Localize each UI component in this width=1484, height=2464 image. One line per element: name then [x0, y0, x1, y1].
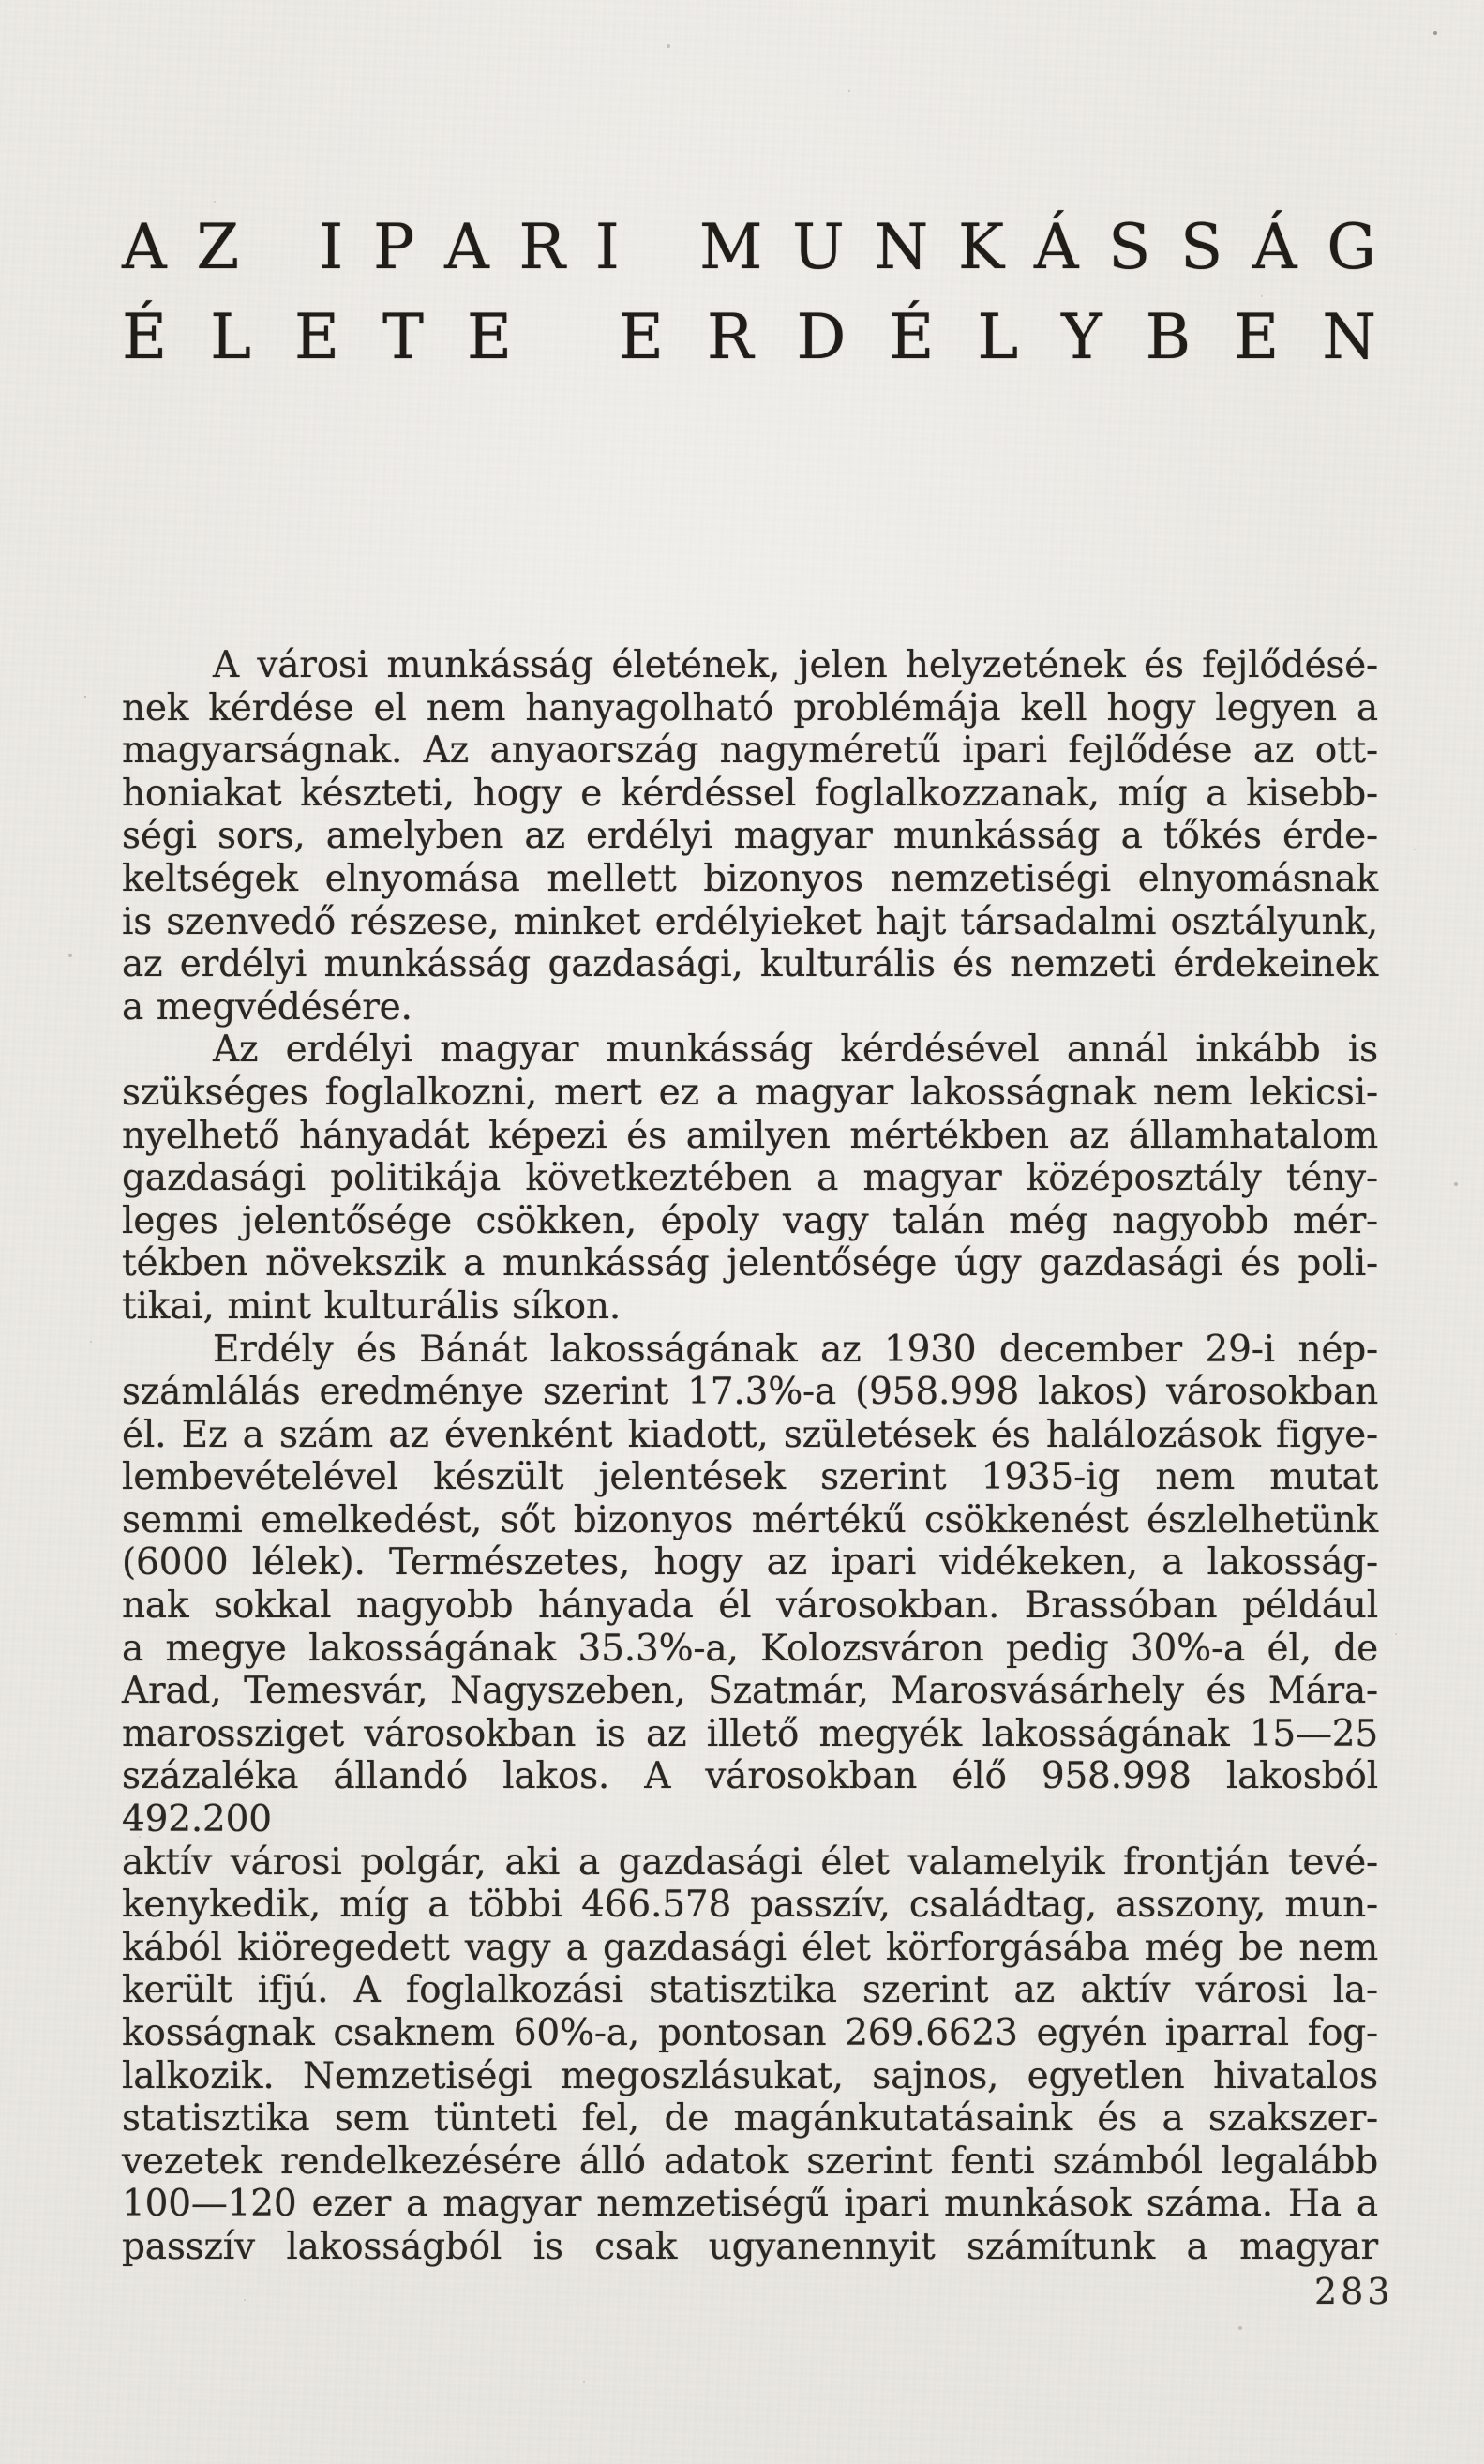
title-letter: N [874, 211, 929, 283]
title-letter: T [382, 301, 424, 373]
text-line: ségi sors, amelyben az erdélyi magyar munkásság a tőkés érde- [122, 815, 1378, 858]
title-letter: P [373, 211, 415, 283]
text-line: nak sokkal nagyobb hányada él városokban. Brassóban például [122, 1585, 1378, 1628]
text-line: statisztika sem tünteti fel, de magánkutatásaink és a szakszer- [122, 2097, 1378, 2141]
text-line: semmi emelkedést, sőt bizonyos mértékű csökkenést észlelhetünk [122, 1498, 1378, 1541]
title-line-1 [122, 203, 1376, 293]
title-letter: M [698, 211, 763, 283]
text-line: lembevételével készült jelentések szerint 1935-ig nem mutat [122, 1456, 1378, 1499]
title-letter: E [618, 301, 664, 373]
title-letter: L [210, 301, 251, 373]
text-line: szükséges foglalkozni, mert ez a magyar lakosságnak nem lekicsi- [122, 1071, 1378, 1114]
title-letter: É [122, 301, 168, 373]
text-line: Az erdélyi magyar munkásság kérdésével annál inkább is [213, 1029, 1378, 1072]
text-line: A városi munkásság életének, jelen helyzetének és fejlődésé- [213, 644, 1378, 686]
title-letter: R [518, 211, 566, 283]
page-title [122, 203, 1376, 383]
title-letter: K [957, 211, 1005, 283]
title-letter: E [1234, 301, 1280, 373]
text-line: Arad, Temesvár, Nagyszeben, Szatmár, Marosvásárhely és Mára- [122, 1670, 1378, 1713]
text-line: nek kérdése el nem hanyagolható problémája kell hogy legyen a [122, 686, 1378, 729]
title-letter: Á [1252, 211, 1297, 283]
title-letter: R [706, 301, 754, 373]
title-letter: I [319, 211, 344, 283]
title-letter: D [796, 301, 847, 373]
paragraph [122, 1029, 1378, 1328]
title-line-2 [122, 293, 1376, 383]
text-line: él. Ez a szám az évenként kiadott, születések és halálozások figye- [122, 1413, 1378, 1456]
page-number: 283 [1314, 2271, 1394, 2312]
text-line: aktív városi polgár, aki a gazdasági élet valamelyik frontján tevé- [122, 1840, 1378, 1884]
text-line: passzív lakosságból is csak ugyanennyit számítunk a magyar [122, 2225, 1378, 2268]
text-line: a megye lakosságának 35.3%-a, Kolozsváron pedig 30%-a él, de [122, 1627, 1378, 1670]
text-line: keltségek elnyomása mellett bizonyos nemzetiségi elnyomásnak [122, 857, 1378, 900]
text-line: Erdély és Bánát lakosságának az 1930 december 29-i nép- [213, 1328, 1378, 1371]
title-letter: S [1108, 211, 1151, 283]
text-line: kenykedik, míg a többi 466.578 passzív, családtag, asszony, mun- [122, 1884, 1378, 1927]
title-letter: A [122, 211, 167, 283]
text-line: vezetek rendelkezésére álló adatok szerint fenti számból legalább [122, 2140, 1378, 2183]
title-letter: N [1322, 301, 1376, 373]
title-letter [650, 203, 670, 293]
title-letter: É [889, 301, 935, 373]
text-line: leges jelentősége csökken, époly vagy talán még nagyobb mér- [122, 1199, 1378, 1242]
text-line: tékben növekszik a munkásság jelentősége úgy gazdasági és poli- [122, 1242, 1378, 1285]
title-letter: I [594, 211, 620, 283]
paragraph [122, 1329, 1378, 2269]
title-letter: Á [1033, 211, 1079, 283]
text-line: számlálás eredménye szerint 17.3%-a (958.998 lakos) városokban [122, 1371, 1378, 1414]
title-letter: L [977, 301, 1019, 373]
text-line: kából kiöregedett vagy a gazdasági élet körforgásába még be nem [122, 1926, 1378, 1969]
article-body [122, 644, 1378, 2269]
title-letter: Y [1061, 301, 1102, 373]
text-line: az erdélyi munkásság gazdasági, kulturális és nemzeti érdekeinek [122, 943, 1378, 986]
paragraph [122, 644, 1378, 1029]
title-letter: U [792, 211, 845, 283]
text-line: marossziget városokban is az illető megyék lakosságának 15—25 [122, 1712, 1378, 1755]
text-line: honiakat készteti, hogy e kérdéssel foglalkozzanak, míg a kisebb- [122, 772, 1378, 815]
title-letter: A [444, 211, 489, 283]
text-line: került ifjú. A foglalkozási statisztika szerint az aktív városi la- [122, 1969, 1378, 2012]
text-line: magyarságnak. Az anyaország nagyméretű ipari fejlődése az ott- [122, 729, 1378, 773]
text-line: a megvédésére. [122, 985, 412, 1029]
scan-specks [0, 0, 2, 2]
title-letter: B [1145, 301, 1192, 373]
text-line: kosságnak csaknem 60%-a, pontosan 269.6623 egyén iparral fog- [122, 2012, 1378, 2054]
text-line: 100—120 ezer a magyar nemzetiségű ipari munkások száma. Ha a [122, 2183, 1378, 2226]
title-letter [555, 293, 576, 383]
text-line: (6000 lélek). Természetes, hogy az ipari vidékeken, a lakosság- [122, 1541, 1378, 1585]
text-line: gazdasági politikája következtében a magyar középosztály tény- [122, 1157, 1378, 1200]
title-letter: E [293, 301, 340, 373]
title-letter: E [466, 301, 513, 373]
title-letter [269, 203, 290, 293]
text-line: lalkozik. Nemzetiségi megoszlásukat, sajnos, egyetlen hivatalos [122, 2054, 1378, 2097]
title-letter: G [1327, 211, 1376, 283]
text-line: nyelhető hányadát képezi és amilyen mértékben az államhatalom [122, 1114, 1378, 1157]
text-line: százaléka állandó lakos. A városokban élő 958.998 lakosból 492.200 [122, 1755, 1378, 1841]
title-letter: S [1180, 211, 1223, 283]
title-letter: Z [196, 211, 240, 283]
text-line: is szenvedő részese, minket erdélyieket hajt társadalmi osztályunk, [122, 900, 1378, 943]
text-line: tikai, mint kulturális síkon. [122, 1285, 622, 1328]
